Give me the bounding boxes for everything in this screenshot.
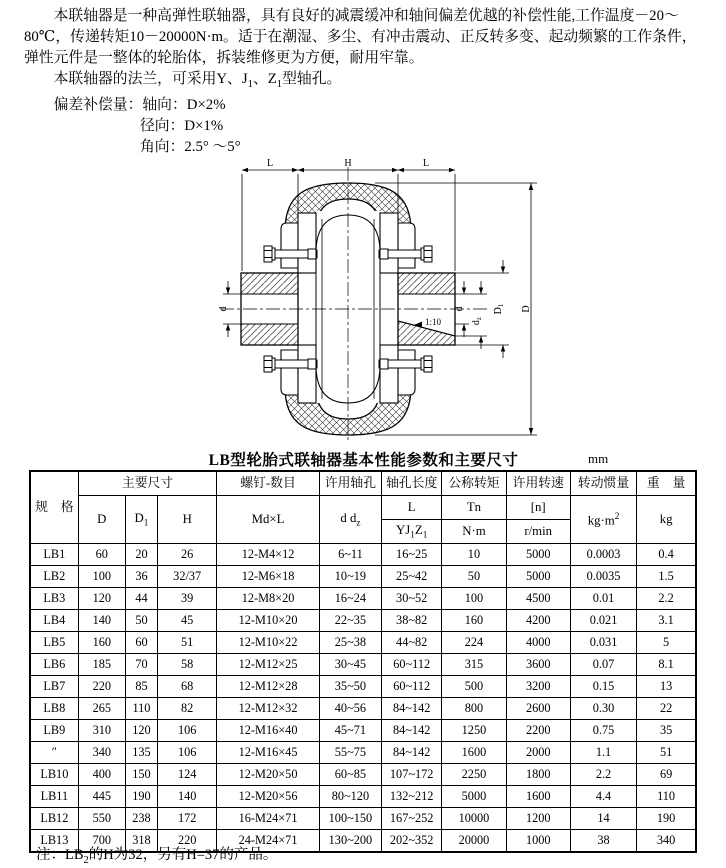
table-title: LB型轮胎式联轴器基本性能参数和主要尺寸 [208, 452, 519, 469]
table-cell: 5000 [442, 786, 506, 808]
col-header-bore-len-L: L [382, 496, 442, 520]
table-cell: 5000 [506, 566, 570, 588]
table-row [30, 764, 696, 786]
table-cell: 51 [637, 742, 696, 764]
intro-paragraph: 偏差补偿量：轴向：D×2% [53, 96, 226, 113]
table-cell: 340 [637, 830, 696, 853]
table-cell: 38~82 [382, 610, 442, 632]
table-cell: 36 [125, 566, 157, 588]
col-header-torque-unit: N·m [442, 520, 506, 544]
table-cell: 25~38 [319, 632, 381, 654]
col-header-torque-sym: Tn [442, 496, 506, 520]
dim-label-d-left: d [218, 306, 229, 312]
table-cell: 12-M16×40 [217, 720, 319, 742]
table-cell: LB12 [30, 808, 78, 830]
table-cell: 30~52 [382, 588, 442, 610]
table-cell: 16~25 [382, 544, 442, 566]
table-cell: 10~19 [319, 566, 381, 588]
col-header-D1: $D_1$ [125, 496, 157, 544]
table-cell: 16~24 [319, 588, 381, 610]
table-cell: 100 [442, 588, 506, 610]
table-cell: 5 [637, 632, 696, 654]
table-cell: 3200 [506, 676, 570, 698]
table-cell: 85 [125, 676, 157, 698]
table-row [30, 742, 696, 764]
table-cell: 310 [78, 720, 125, 742]
dim-label-d-outer: D [521, 305, 532, 313]
table-cell: LB5 [30, 632, 78, 654]
table-cell: 2250 [442, 764, 506, 786]
table-cell: LB9 [30, 720, 78, 742]
table-cell: 190 [637, 808, 696, 830]
table-cell: 38 [570, 830, 636, 853]
table-header [30, 471, 696, 544]
table-cell: 1000 [506, 830, 570, 853]
table-cell: 69 [637, 764, 696, 786]
table-cell: 1200 [506, 808, 570, 830]
col-header-torque: 公称转矩 [442, 471, 506, 496]
table-cell: LB2 [30, 566, 78, 588]
col-header-bore-len-types: $YJ_1Z_1$ [382, 520, 442, 544]
table-cell: 124 [158, 764, 217, 786]
table-cell: 84~142 [382, 698, 442, 720]
table-cell: 1600 [506, 786, 570, 808]
table-cell: 45 [158, 610, 217, 632]
table-cell: 0.07 [570, 654, 636, 676]
intro-paragraph: 本联轴器的法兰，可采用Y、$J_1$、$Z_1$型轴孔。 [53, 71, 342, 90]
table-cell: 35~50 [319, 676, 381, 698]
col-header-D: D [78, 496, 125, 544]
table-cell: 150 [125, 764, 157, 786]
col-header-weight-unit: kg [637, 496, 696, 544]
table-cell: 12-M8×20 [217, 588, 319, 610]
table-cell: 0.031 [570, 632, 636, 654]
table-cell: 50 [442, 566, 506, 588]
table-cell: 30~45 [319, 654, 381, 676]
dim-label-dz: $d_z$ [471, 316, 483, 326]
table-cell: 4000 [506, 632, 570, 654]
table-cell: LB11 [30, 786, 78, 808]
table-cell: 140 [158, 786, 217, 808]
table-cell: 13 [637, 676, 696, 698]
table-cell: 4200 [506, 610, 570, 632]
table-cell: 400 [78, 764, 125, 786]
table-cell: 12-M20×56 [217, 786, 319, 808]
table-cell: 120 [125, 720, 157, 742]
table-cell: 340 [78, 742, 125, 764]
table-cell: 25~42 [382, 566, 442, 588]
col-header-bore-sub: d $d_z$ [319, 496, 381, 544]
table-cell: 60 [78, 544, 125, 566]
table-cell: 202~352 [382, 830, 442, 853]
table-cell: 22 [637, 698, 696, 720]
table-cell: 0.021 [570, 610, 636, 632]
table-cell: 45~71 [319, 720, 381, 742]
coupling-technical-drawing [95, 153, 655, 450]
intro-paragraph: 角向：2.5° ～5° [140, 138, 241, 155]
footnote: 注：$LB_2$的H为32，另有H=37的产品。 [36, 847, 278, 866]
table-cell: 700 [78, 830, 125, 853]
table-cell: 50 [125, 610, 157, 632]
col-header-inertia-unit: $kg\cdot m^2$ [570, 496, 636, 544]
table-cell: 8.1 [637, 654, 696, 676]
table-cell: 106 [158, 720, 217, 742]
table-cell: 2.2 [570, 764, 636, 786]
table-cell: 12-M12×32 [217, 698, 319, 720]
table-cell: 445 [78, 786, 125, 808]
table-cell: 12-M4×12 [217, 544, 319, 566]
table-cell: LB8 [30, 698, 78, 720]
table-cell: 100 [78, 566, 125, 588]
table-cell: 2.2 [637, 588, 696, 610]
table-cell: 110 [637, 786, 696, 808]
col-header-bore-len: 轴孔长度 [382, 471, 442, 496]
table-cell: 220 [158, 830, 217, 853]
table-cell: 4500 [506, 588, 570, 610]
table-cell: 140 [78, 610, 125, 632]
table-cell: 0.15 [570, 676, 636, 698]
table-body [30, 544, 696, 853]
table-cell: 800 [442, 698, 506, 720]
table-row [30, 654, 696, 676]
table-cell: 1600 [442, 742, 506, 764]
table-cell: 130~200 [319, 830, 381, 853]
table-cell: 107~172 [382, 764, 442, 786]
table-cell: 0.30 [570, 698, 636, 720]
table-cell: 110 [125, 698, 157, 720]
table-cell: 24-M24×71 [217, 830, 319, 853]
table-cell: 2600 [506, 698, 570, 720]
table-cell: 12-M12×25 [217, 654, 319, 676]
table-row [30, 786, 696, 808]
table-cell: 315 [442, 654, 506, 676]
table-cell: 132~212 [382, 786, 442, 808]
table-cell: 185 [78, 654, 125, 676]
col-header-main-dims: 主要尺寸 [78, 471, 217, 496]
intro-paragraph: 本联轴器是一种高弹性联轴器，具有良好的减震缓冲和轴间偏差优越的补偿性能,工作温度－20～80℃，传递转矩10－20000N·m。适于在潮湿、多尘、有冲击震动、正反转多变、起动频繁的工作条件，弹性元件是一整体的轮胎体，拆装维修更为方便，耐用牢靠。 [24, 8, 697, 66]
table-cell: 60~112 [382, 676, 442, 698]
table-cell: 82 [158, 698, 217, 720]
table-cell: 12-M12×28 [217, 676, 319, 698]
col-header-inertia: 转动惯量 [570, 471, 636, 496]
table-cell: 55~75 [319, 742, 381, 764]
table-cell: 5000 [506, 544, 570, 566]
table-cell: 39 [158, 588, 217, 610]
table-cell: ″ [30, 742, 78, 764]
table-cell: LB6 [30, 654, 78, 676]
table-row [30, 588, 696, 610]
table-cell: 51 [158, 632, 217, 654]
table-cell: LB7 [30, 676, 78, 698]
table-cell: LB13 [30, 830, 78, 853]
table-cell: 1800 [506, 764, 570, 786]
table-cell: 84~142 [382, 742, 442, 764]
col-header-speed-sym: [n] [506, 496, 570, 520]
table-cell: 70 [125, 654, 157, 676]
spec-table [29, 470, 697, 853]
table-cell: 0.01 [570, 588, 636, 610]
table-cell: 220 [78, 676, 125, 698]
table-row [30, 676, 696, 698]
table-cell: 190 [125, 786, 157, 808]
col-header-screws: 螺钉-数目 [217, 471, 319, 496]
table-cell: LB4 [30, 610, 78, 632]
table-cell: 1.5 [637, 566, 696, 588]
table-cell: 20000 [442, 830, 506, 853]
table-row [30, 566, 696, 588]
col-header-spec: 规 格 [30, 471, 78, 544]
dim-label-l-right: L [422, 158, 430, 169]
table-cell: 84~142 [382, 720, 442, 742]
table-row [30, 698, 696, 720]
table-cell: 4.4 [570, 786, 636, 808]
table-cell: 120 [78, 588, 125, 610]
table-cell: 135 [125, 742, 157, 764]
intro-text-block [24, 6, 706, 158]
table-cell: LB10 [30, 764, 78, 786]
table-cell: 35 [637, 720, 696, 742]
table-cell: 0.75 [570, 720, 636, 742]
table-cell: 160 [78, 632, 125, 654]
table-cell: 2200 [506, 720, 570, 742]
table-cell: 68 [158, 676, 217, 698]
table-cell: 20 [125, 544, 157, 566]
table-cell: 3.1 [637, 610, 696, 632]
table-cell: LB1 [30, 544, 78, 566]
dim-label-d-right: d [454, 306, 465, 312]
table-cell: 80~120 [319, 786, 381, 808]
table-cell: 40~56 [319, 698, 381, 720]
table-cell: 238 [125, 808, 157, 830]
table-cell: 10 [442, 544, 506, 566]
table-cell: 32/37 [158, 566, 217, 588]
table-cell: 60~112 [382, 654, 442, 676]
col-header-speed: 许用转速 [506, 471, 570, 496]
table-cell: 14 [570, 808, 636, 830]
table-cell: 22~35 [319, 610, 381, 632]
table-cell: 318 [125, 830, 157, 853]
table-cell: 265 [78, 698, 125, 720]
table-cell: 2000 [506, 742, 570, 764]
table-row [30, 632, 696, 654]
table-cell: 0.4 [637, 544, 696, 566]
table-cell: 6~11 [319, 544, 381, 566]
table-cell: 12-M16×45 [217, 742, 319, 764]
table-cell: 58 [158, 654, 217, 676]
col-header-screws-sub: Md×L [217, 496, 319, 544]
table-cell: 0.0035 [570, 566, 636, 588]
table-cell: 0.0003 [570, 544, 636, 566]
table-cell: 44 [125, 588, 157, 610]
table-cell: 224 [442, 632, 506, 654]
table-cell: 100~150 [319, 808, 381, 830]
table-cell: LB3 [30, 588, 78, 610]
dim-label-h: H [344, 158, 352, 169]
table-cell: 172 [158, 808, 217, 830]
table-row [30, 808, 696, 830]
table-cell: 1.1 [570, 742, 636, 764]
table-cell: 106 [158, 742, 217, 764]
col-header-weight: 重 量 [637, 471, 696, 496]
table-unit-label: mm [588, 451, 609, 466]
col-header-bore: 许用轴孔 [319, 471, 381, 496]
table-cell: 550 [78, 808, 125, 830]
table-cell: 10000 [442, 808, 506, 830]
intro-paragraph: 径向：D×1% [140, 117, 224, 134]
table-cell: 500 [442, 676, 506, 698]
dim-label-d1: $D_1$ [493, 303, 505, 315]
table-cell: 160 [442, 610, 506, 632]
table-cell: 12-M10×22 [217, 632, 319, 654]
col-header-speed-unit: r/min [506, 520, 570, 544]
table-cell: 16-M24×71 [217, 808, 319, 830]
table-cell: 60~85 [319, 764, 381, 786]
table-cell: 60 [125, 632, 157, 654]
table-row [30, 544, 696, 566]
table-cell: 1250 [442, 720, 506, 742]
dim-label-l-left: L [266, 158, 274, 169]
table-cell: 12-M20×50 [217, 764, 319, 786]
taper-label: 1:10 [424, 317, 442, 327]
table-cell: 44~82 [382, 632, 442, 654]
table-cell: 167~252 [382, 808, 442, 830]
table-cell: 12-M10×20 [217, 610, 319, 632]
table-row [30, 720, 696, 742]
table-row [30, 610, 696, 632]
table-cell: 3600 [506, 654, 570, 676]
table-cell: 12-M6×18 [217, 566, 319, 588]
table-cell: 26 [158, 544, 217, 566]
col-header-H: H [158, 496, 217, 544]
